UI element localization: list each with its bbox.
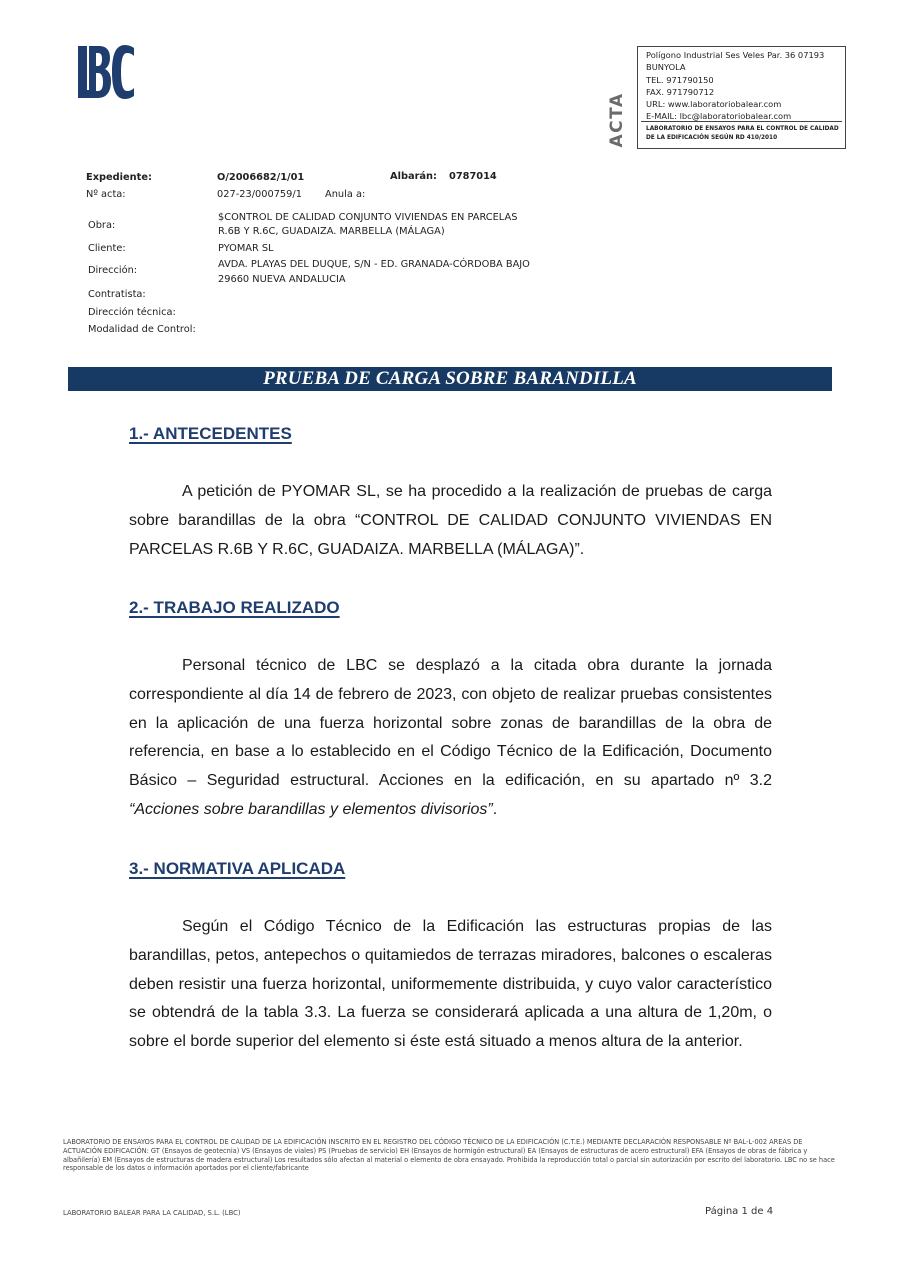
direccion-label: Dirección: (88, 265, 138, 276)
albaran-label: Albarán: (390, 171, 437, 182)
paragraph-text: A petición de PYOMAR SL, se ha procedido a la realización de pruebas de carga sobre barandillas de la obra “CONTROL DE CALIDAD CONJUNTO VIVIENDAS EN PARCELAS R.6B Y R.6C, GUADAIZA. MARBELLA (MÁLAGA)”. (129, 483, 772, 558)
lbc-logo (76, 44, 136, 100)
footer-legal-text: LABORATORIO DE ENSAYOS PARA EL CONTROL DE CALIDAD DE LA EDIFICACIÓN INSCRITO EN EL REGISTRO DEL CÓDIGO TÉCNICO DE LA EDIFICACIÓN (C.T.E.) MEDIANTE DECLARACIÓN RESPONSABLE Nº BAL-L-002 AREAS DE ACTUACIÓN EDIFICACIÓN: GT (Ensayos de geotecnia) VS (Ensayos de viales) PS (Pruebas de servicio) EH (Ensayos de hormigón estructural) EA (Ensayos de estructuras de acero estructural) EFA (Ensayos de obras de fábrica y albañilería) EM (Ensayos de estructuras de madera estructural) Los resultados sólo afectan al material o elemento de obra ensayado. Prohibida la reproducción total o parcial sin autorización por escrito del laboratorio. LBC no se hace responsable de los datos o información aportados por el cliente/fabricante (63, 1138, 835, 1173)
contact-address: Polígono Industrial Ses Veles Par. 36 07193 (646, 50, 825, 60)
section-paragraph-antecedentes (129, 478, 772, 564)
direccion-value-line2: 29660 NUEVA ANDALUCIA (218, 274, 346, 285)
paragraph-text: Según el Código Técnico de la Edificación las estructuras propias de las barandillas, petos, antepechos o quitamiedos de terrazas miradores, balcones o escaleras deben resistir una fuerza horizontal, uniformemente distribuida, y cuyo valor característico se obtendrá de la tabla 3.3. La fuerza se considerará aplicada a una altura de 1,20m, o sobre el borde superior del elemento si éste está situado a menos altura de la anterior. (129, 918, 772, 1050)
footer-company-name: LABORATORIO BALEAR PARA LA CALIDAD, S.L. (LBC) (63, 1209, 241, 1217)
paragraph-text: Personal técnico de LBC se desplazó a la citada obra durante la jornada correspondiente al día 14 de febrero de 2023, con objeto de realizar pruebas consistentes en la aplicación de una fuerza horizontal sobre zonas de barandillas de la obra de referencia, en base a lo establecido en el Código Técnico de la Edificación, Documento Básico – Seguridad estructural. Acciones en la edificación, en su apartado nº 3.2 (129, 657, 772, 789)
acta-number-value: 027-23/000759/1 (217, 189, 302, 200)
contact-email: E-MAIL: lbc@laboratoriobalear.com (646, 111, 792, 122)
contact-box (637, 46, 846, 149)
contact-url: URL: www.laboratoriobalear.com (646, 99, 782, 110)
expediente-label: Expediente: (86, 172, 152, 183)
lab-accreditation: LABORATORIO DE ENSAYOS PARA EL CONTROL DE CALIDAD DE LA EDIFICACIÓN SEGÚN RD 410/2010 (646, 126, 839, 141)
obra-value-line2: R.6B Y R.6C, GUADAIZA. MARBELLA (MÁLAGA) (218, 226, 445, 237)
contratista-label: Contratista: (88, 289, 146, 300)
section-paragraph-trabajo-realizado (129, 652, 772, 825)
acta-vertical-label (597, 88, 637, 152)
section-heading-antecedentes: 1.- ANTECEDENTES (129, 424, 292, 443)
paragraph-end: . (492, 800, 498, 818)
albaran-value: 0787014 (449, 171, 497, 182)
obra-value-line1: $CONTROL DE CALIDAD CONJUNTO VIVIENDAS EN PARCELAS (218, 212, 518, 223)
obra-label: Obra: (88, 220, 116, 231)
acta-number-label: Nº acta: (86, 189, 126, 200)
document-title-bar (68, 367, 832, 391)
document-title: PRUEBA DE CARGA SOBRE BARANDILLA (263, 368, 637, 389)
anula-label: Anula a: (325, 189, 366, 200)
contact-lines (646, 49, 841, 123)
direccion-value-line1: AVDA. PLAYAS DEL DUQUE, S/N - ED. GRANADA-CÓRDOBA BAJO (218, 259, 530, 270)
cliente-label: Cliente: (88, 243, 126, 254)
contact-divider (641, 121, 842, 122)
contact-phone: TEL. 971790150 (646, 74, 714, 85)
modalidad-control-label: Modalidad de Control: (88, 324, 196, 335)
section-heading-trabajo-realizado: 2.- TRABAJO REALIZADO (129, 598, 340, 617)
section-paragraph-normativa-aplicada (129, 913, 772, 1057)
direccion-tecnica-label: Dirección técnica: (88, 307, 176, 318)
section-heading-normativa-aplicada: 3.- NORMATIVA APLICADA (129, 859, 346, 878)
paragraph-italic-reference: “Acciones sobre barandillas y elementos divisorios” (129, 800, 493, 818)
cliente-value: PYOMAR SL (218, 243, 274, 254)
contact-town: BUNYOLA (646, 62, 686, 73)
acta-text: ACTA (607, 92, 627, 148)
page-number: Página 1 de 4 (705, 1206, 774, 1217)
contact-fax: FAX. 971790712 (646, 86, 715, 97)
expediente-value: O/2006682/1/01 (217, 172, 305, 183)
